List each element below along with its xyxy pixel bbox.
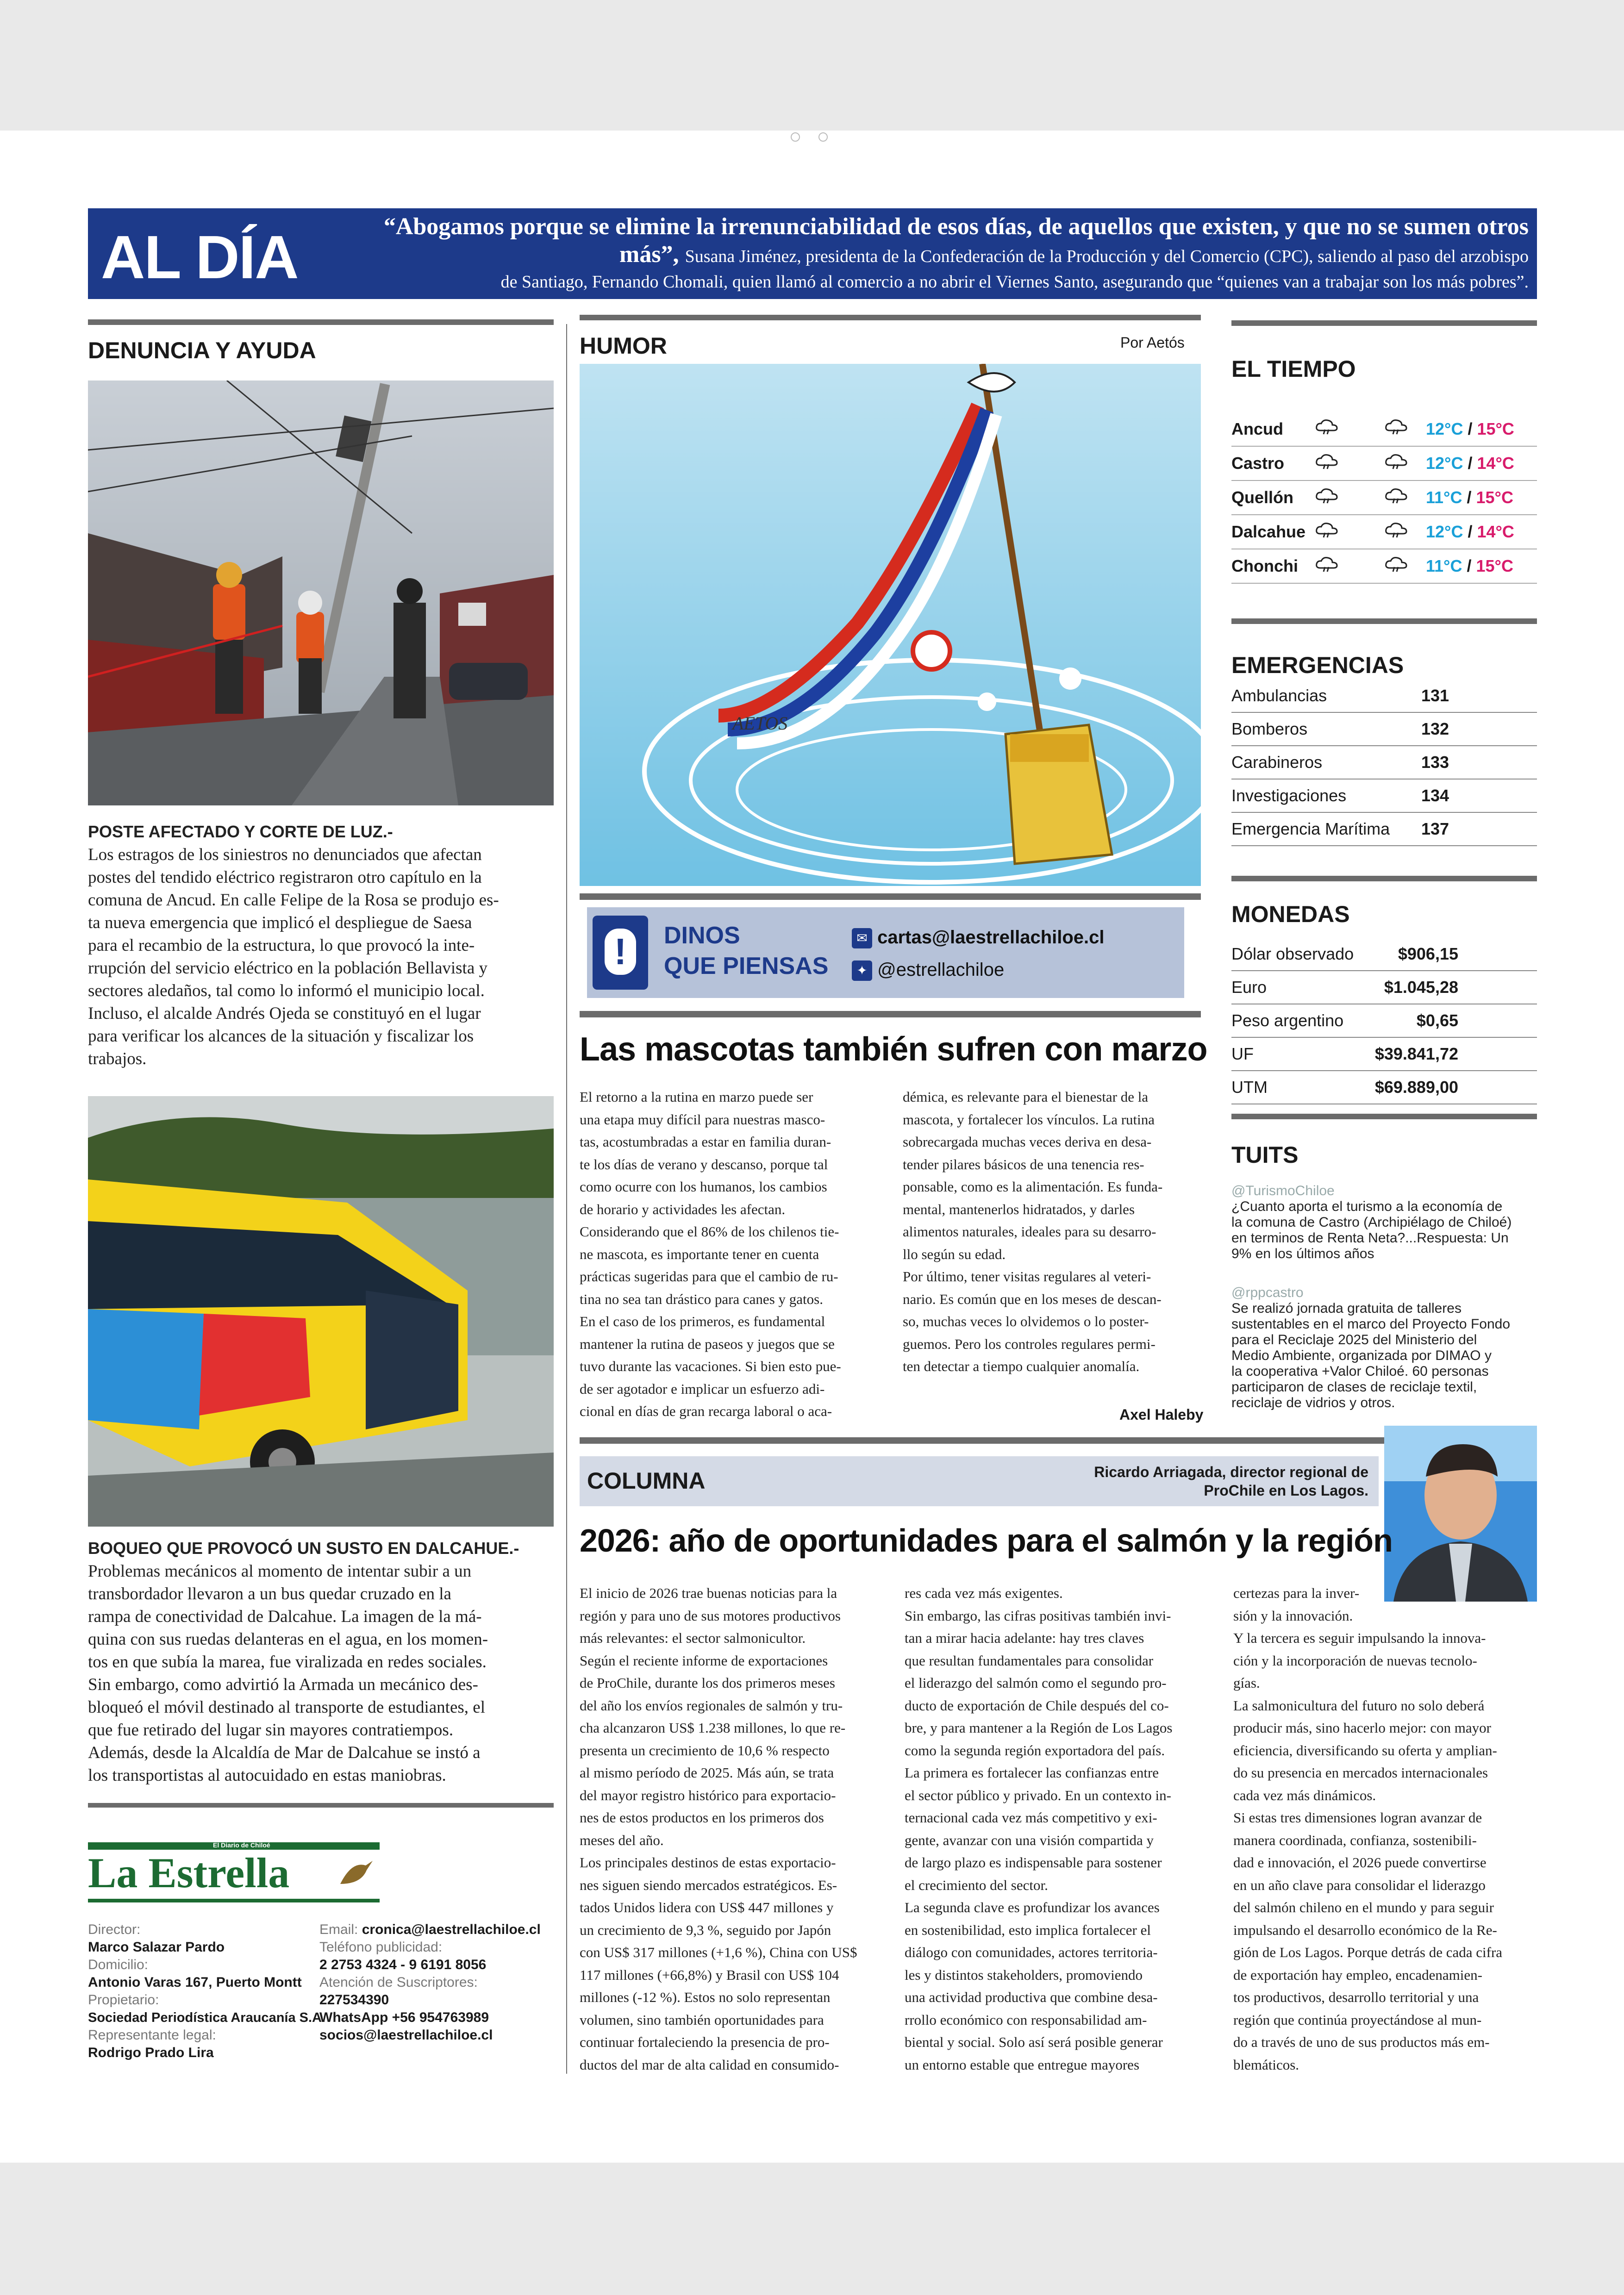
section-title: AL DÍA (101, 223, 298, 291)
article-line: llo según su edad. (903, 1246, 1006, 1262)
column-line: como la segunda región exportadora del país. (905, 1742, 1165, 1759)
emergency-number[interactable]: 137 (1421, 819, 1449, 838)
article-line: tas, acostumbradas a estar en familia duran- (580, 1134, 831, 1150)
tuit-line: la comuna de Castro (Archipiélago de Chiloé) (1231, 1215, 1512, 1230)
weather-row (1231, 446, 1537, 480)
column-line: sión y la innovación. (1233, 1607, 1353, 1624)
story-pole-line: trabajos. (88, 1049, 147, 1068)
story-bus-line: tos en que subía la marea, fue viralizada en redes sociales. (88, 1653, 487, 1671)
tuit-line: en terminos de Renta Neta?...Respuesta: Un (1231, 1230, 1509, 1246)
article-line: ten detectar a tiempo cualquier anomalía. (903, 1358, 1140, 1374)
column-line: diálogo con comunidades, actores territoria- (905, 1944, 1158, 1960)
article-line: sobrecargada muchas veces deriva en desa- (903, 1134, 1152, 1150)
column-title: 2026: año de oportunidades para el salmón y la región (580, 1522, 1393, 1559)
column-line: una actividad productiva que combine desa- (905, 1989, 1158, 2005)
credit-value: Rodrigo Prado Lira (88, 2045, 214, 2060)
temp-max: 15°C (1477, 419, 1514, 438)
column-line: continuar fortaleciendo la presencia de pro- (580, 2034, 830, 2050)
contact-label: Atención de Suscriptores: (319, 1975, 478, 1990)
column-line: ternacional cada vez más competitivo y exi- (905, 1809, 1157, 1826)
story-pole-line: para el recambio de la estructura, lo que provocó la inte- (88, 936, 475, 955)
column-line: del mayor registro histórico para exportacio- (580, 1787, 836, 1803)
column-line: millones (-12 %). Estos no solo representan (580, 1989, 831, 2005)
cartas-email[interactable]: cartas@laestrellachiloe.cl (877, 927, 1105, 948)
temp-min: 11°C (1426, 556, 1462, 575)
article-col-2 (903, 1086, 1204, 1378)
quote-text: “Abogamos porque se elimine la irrenunciabilidad de esos días, de aquellos que existen, y que no se sumen otros más”, (383, 213, 1529, 268)
temp-sep: / (1468, 454, 1473, 473)
emergency-name: Investigaciones (1231, 786, 1347, 805)
column-line: ción y la incorporación de nuevas tecnolo- (1233, 1652, 1477, 1669)
contact-label: Email: (319, 1922, 358, 1937)
photo-bus-image (88, 1096, 554, 1527)
column-line: más relevantes: el sector salmonicultor. (580, 1630, 806, 1646)
dinos-contact (852, 921, 1105, 986)
story-pole (88, 820, 554, 1070)
column-line: eficiencia, diversificando su oferta y amplian- (1233, 1742, 1497, 1759)
temp-max: 14°C (1477, 454, 1514, 473)
column-line: el crecimiento del sector. (905, 1877, 1048, 1893)
email-link[interactable]: cronica@laestrellachiloe.cl (362, 1922, 541, 1937)
tuit-handle[interactable]: @TurismoChiloe (1231, 1183, 1335, 1198)
masthead-credits (88, 1921, 326, 2062)
exclamation-icon: ! (605, 929, 636, 975)
weather-row (1231, 412, 1537, 446)
column-line: La primera es fortalecer las confianzas entre (905, 1765, 1159, 1781)
column-line: res cada vez más exigentes. (905, 1585, 1063, 1601)
story-pole-line: comuna de Ancud. En calle Felipe de la Rosa se produjo es- (88, 891, 499, 910)
story-pole-line: postes del tendido eléctrico registraron otro capítulo en la (88, 868, 482, 887)
article-line: tender pilares básicos de una tenencia res- (903, 1156, 1144, 1172)
dinos-box (587, 907, 1184, 998)
money-name: Euro (1231, 978, 1267, 997)
divider (1231, 876, 1537, 881)
article-line: Por último, tener visitas regulares al veteri- (903, 1268, 1151, 1285)
emergency-row (1231, 680, 1537, 713)
weather-city: Dalcahue (1231, 515, 1315, 549)
column-col-1 (580, 1582, 894, 2076)
contact-value: 2 2753 4324 - 9 6191 8056 (319, 1957, 487, 1972)
cloud-rain-icon (1384, 522, 1408, 538)
money-name: UTM (1231, 1078, 1268, 1097)
tuit-line: la cooperativa +Valor Chiloé. 60 personas (1231, 1364, 1489, 1379)
column-line: que resultan fundamentales para consolidar (905, 1652, 1154, 1669)
emergency-name: Carabineros (1231, 753, 1323, 772)
column-line: tan a mirar hacia adelante: hay tres claves (905, 1630, 1144, 1646)
story-bus (88, 1537, 554, 1787)
credit-label: Domicilio: (88, 1957, 149, 1972)
article-line: démica, es relevante para el bienestar de la (903, 1089, 1149, 1105)
logo-small: El Diario de Chiloé (213, 1841, 270, 1849)
column-line: blemáticos. (1233, 2056, 1299, 2073)
column-line: meses del año. (580, 1832, 664, 1848)
story-pole-line: ta nueva emergencia que implicó el despliegue de Saesa (88, 913, 472, 932)
column-line: gión de Los Lagos. Porque detrás de cada cifra (1233, 1944, 1503, 1960)
emergency-list (1231, 680, 1537, 846)
story-pole-line: Incluso, el alcalde Andrés Ojeda se constituyó en el lugar (88, 1004, 481, 1023)
article-line: cional en días de gran recarga laboral o aca- (580, 1403, 832, 1419)
page-dot[interactable] (791, 132, 800, 142)
column-line: gías. (1233, 1675, 1260, 1691)
article-line: tuvo durante las vacaciones. Si bien esto pue- (580, 1358, 841, 1374)
column-line: La segunda clave es profundizar los avances (905, 1899, 1160, 1915)
article-line: mental, mantenerlos hidratados, y darles (903, 1201, 1135, 1217)
column-line: Si estas tres dimensiones logran avanzar de (1233, 1809, 1482, 1826)
comment-icon (593, 916, 648, 990)
weather-city: Ancud (1231, 412, 1315, 446)
masthead-contact (319, 1921, 556, 2044)
page-dot[interactable] (818, 132, 828, 142)
tuit-handle[interactable]: @rppcastro (1231, 1285, 1304, 1300)
temp-max: 15°C (1476, 488, 1513, 507)
column-line: en un año clave para consolidar el liderazgo (1233, 1877, 1486, 1893)
cartoon-signature: AETOS (732, 713, 788, 734)
column-col-2 (905, 1582, 1219, 2076)
left-kicker: DENUNCIA Y AYUDA (88, 337, 316, 363)
cloud-rain-icon (1315, 487, 1339, 504)
story-bus-line: que fue retirado del lugar sin mayores contratiempos. (88, 1721, 454, 1740)
logo-name: La Estrella (88, 1849, 290, 1896)
logo-rule (88, 1899, 380, 1902)
photo-pole-image (88, 380, 554, 805)
contact-value: 227534390 (319, 1992, 389, 2008)
credit-value: Marco Salazar Pardo (88, 1940, 225, 1955)
story-bus-head: BOQUEO QUE PROVOCÓ UN SUSTO EN DALCAHUE.- (88, 1539, 519, 1558)
story-pole-line: sectores aledaños, tal como lo informó el municipio local. (88, 981, 485, 1000)
weather-row (1231, 480, 1537, 515)
temp-sep: / (1467, 556, 1472, 575)
mail-icon: ✉ (852, 928, 872, 948)
emergency-number[interactable]: 132 (1421, 719, 1449, 738)
divider (88, 1803, 554, 1808)
money-name: UF (1231, 1044, 1254, 1063)
cloud-rain-icon (1315, 418, 1339, 435)
money-row (1231, 971, 1537, 1004)
column-line: región y para uno de sus motores productivos (580, 1607, 841, 1624)
tuit-line: sustentables en el marco del Proyecto Fondo (1231, 1316, 1511, 1332)
article-author: Axel Haleby (1119, 1406, 1204, 1423)
column-line: manera coordinada, confianza, sostenibili- (1233, 1832, 1477, 1848)
quote-attribution: Susana Jiménez, presidenta de la Confederación de la Producción y del Comercio (CPC), saliendo al paso del arzobispo (685, 247, 1529, 266)
humor-author: Por Aetós (1120, 334, 1185, 351)
temp-min: 11°C (1426, 488, 1462, 507)
dinos-line: DINOS (664, 922, 740, 949)
emergency-title: EMERGENCIAS (1231, 652, 1404, 678)
article-line: so, muchas veces lo olvidemos o lo poster- (903, 1313, 1149, 1329)
article-line: te los días de verano y descanso, porque tal (580, 1156, 828, 1172)
story-pole-head: POSTE AFECTADO Y CORTE DE LUZ.- (88, 822, 393, 841)
article-line: El retorno a la rutina en marzo puede ser (580, 1089, 813, 1105)
page-dots (781, 132, 846, 142)
money-name: Peso argentino (1231, 1011, 1344, 1030)
column-line: Sin embargo, las cifras positivas también invi- (905, 1607, 1171, 1624)
story-bus-line: Sin embargo, como advirtió la Armada un mecánico des- (88, 1675, 478, 1694)
column-line: un entorno estable que entregue mayores (905, 2056, 1140, 2073)
cloud-rain-icon (1315, 522, 1339, 538)
column-author (1094, 1463, 1368, 1500)
column-line: de exportación hay empleo, encadenamien- (1233, 1966, 1482, 1983)
column-line: dad e innovación, el 2026 puede convertirse (1233, 1854, 1487, 1871)
credit-label: Representante legal: (88, 2027, 216, 2043)
socios-link[interactable]: socios@laestrellachiloe.cl (319, 2027, 493, 2043)
column-line: ductos del mar de alta calidad en consumido- (580, 2056, 839, 2073)
divider (580, 1011, 1201, 1017)
tuit-line: reciclaje de vidrios y otros. (1231, 1395, 1395, 1410)
column-line: tados Unidos lidera con US$ 447 millones y (580, 1899, 834, 1915)
article-col-1 (580, 1086, 881, 1423)
story-bus-line: bloqueó el móvil destinado al transporte de estudiantes, el (88, 1698, 485, 1717)
column-line: de largo plazo es indispensable para sostener (905, 1854, 1162, 1871)
temp-max: 15°C (1476, 556, 1513, 575)
tuit-line: Medio Ambiente, organizada por DIMAO y (1231, 1348, 1492, 1363)
column-line: de ProChile, durante los dos primeros meses (580, 1675, 835, 1691)
tuit-line: para el Reciclaje 2025 del Ministerio del (1231, 1332, 1477, 1347)
story-pole-line: para verificar los alcances de la situación y fiscalizar los (88, 1027, 474, 1046)
money-value: $69.889,00 (1374, 1078, 1458, 1097)
tuit (1231, 1183, 1537, 1262)
credit-label: Director: (88, 1922, 141, 1937)
weather-row (1231, 515, 1537, 549)
column-line: nes siguen siendo mercados estratégicos. Es- (580, 1877, 837, 1893)
article-line: alimentos naturales, ideales para su desarro- (903, 1223, 1156, 1240)
column-line: ducto de exportación de Chile después del co- (905, 1697, 1169, 1714)
header-band (88, 208, 1537, 299)
emergency-number[interactable]: 134 (1421, 786, 1449, 805)
weather-row (1231, 549, 1537, 583)
money-list (1231, 938, 1537, 1104)
contact-value: WhatsApp +56 954763989 (319, 2010, 489, 2025)
cartoon-image (580, 364, 1201, 886)
money-name: Dólar observado (1231, 944, 1354, 963)
column-line: bre, y para mantener a la Región de Los Lagos (905, 1720, 1173, 1736)
article-line: como ocurre con los humanos, los cambios (580, 1179, 827, 1195)
credit-value: Sociedad Periodística Araucanía S.A. (88, 2010, 326, 2025)
column-line: rrollo económico con responsabilidad am- (905, 2011, 1147, 2028)
column-line: del salmón chileno en el mundo y para seguir (1233, 1899, 1494, 1915)
column-line: el sector público y privado. En un contexto in- (905, 1787, 1171, 1803)
divider (1231, 1114, 1537, 1119)
weather-city: Quellón (1231, 480, 1315, 515)
weather-title: EL TIEMPO (1231, 356, 1356, 382)
contact-label: Teléfono publicidad: (319, 1940, 443, 1955)
story-bus-line: quina con sus ruedas delanteras en el agua, en los momen- (88, 1630, 488, 1649)
divider (88, 319, 554, 325)
dinos-line: QUE PIENSAS (664, 953, 829, 979)
tuits-title: TUITS (1231, 1142, 1299, 1168)
money-row (1231, 1004, 1537, 1038)
column-line: cha alcanzaron US$ 1.238 millones, lo que re- (580, 1720, 846, 1736)
column-header (580, 1456, 1379, 1506)
divider (580, 893, 1201, 900)
article-line: de ser agotador e implicar un esfuerzo adi- (580, 1380, 825, 1397)
tuit-line: ¿Cuanto aporta el turismo a la economía de (1231, 1199, 1503, 1214)
emergency-number[interactable]: 133 (1421, 753, 1449, 772)
emergency-row (1231, 813, 1537, 846)
weather-city: Castro (1231, 446, 1315, 480)
money-row (1231, 938, 1537, 971)
column-line: el liderazgo del salmón como el segundo pro- (905, 1675, 1167, 1691)
article-line: ponsable, como es la alimentación. Es funda- (903, 1179, 1163, 1195)
column-kicker: COLUMNA (587, 1468, 706, 1494)
column-line: al mismo período de 2025. Más aún, se trata (580, 1765, 834, 1781)
column-line: Y la tercera es seguir impulsando la innova- (1233, 1630, 1486, 1646)
article-line: mascota, y fortalecer los vínculos. La rutina (903, 1111, 1155, 1128)
cloud-rain-icon (1384, 418, 1408, 435)
article-line: ne mascota, es importante tener en cuenta (580, 1246, 819, 1262)
cloud-rain-icon (1384, 453, 1408, 470)
divider (1231, 320, 1537, 326)
column-line: Según el reciente informe de exportaciones (580, 1652, 828, 1669)
temp-min: 12°C (1426, 419, 1463, 438)
column-line: cada vez más dinámicos. (1233, 1787, 1376, 1803)
emergency-row (1231, 780, 1537, 813)
column-line: volumen, sino también oportunidades para (580, 2011, 824, 2028)
temp-min: 12°C (1426, 454, 1463, 473)
masthead-logo (88, 1842, 380, 1902)
cloud-rain-icon (1384, 556, 1408, 573)
tuit-line: Se realizó jornada gratuita de talleres (1231, 1301, 1462, 1316)
photo-bus (88, 1096, 554, 1527)
story-bus-line: transbordador llevaron a un bus quedar cruzado en la (88, 1584, 451, 1603)
column-line: La salmonicultura del futuro no solo deberá (1233, 1697, 1485, 1714)
money-value: $906,15 (1398, 944, 1458, 963)
column-author-line: Ricardo Arriagada, director regional de (1094, 1464, 1368, 1480)
credit-value: Antonio Varas 167, Puerto Montt (88, 1975, 302, 1990)
author-photo (1384, 1426, 1537, 1602)
quote-attribution-2: de Santiago, Fernando Chomali, quien llamó al comercio a no abrir el Viernes Santo, asegurando que “quienes van a trabajar son los más pobres”. (500, 272, 1529, 292)
emergency-name: Bomberos (1231, 719, 1308, 738)
column-line: les y distintos stakeholders, promoviendo (905, 1966, 1143, 1983)
emergency-name: Ambulancias (1231, 686, 1327, 705)
story-bus-line: Problemas mecánicos al momento de intentar subir a un (88, 1562, 472, 1581)
story-pole-line: rrupción del servicio eléctrico en la población Bellavista y (88, 959, 488, 978)
story-bus-line: rampa de conectividad de Dalcahue. La imagen de la má- (88, 1607, 482, 1626)
dinos-title (664, 920, 828, 981)
article-line: prácticas sugeridas para que el cambio de ru- (580, 1268, 838, 1285)
column-line: do su presencia en mercados internacionales (1233, 1765, 1488, 1781)
article-title: Las mascotas también sufren con marzo (580, 1031, 1207, 1068)
temp-max: 14°C (1477, 522, 1514, 541)
article-line: una etapa muy difícil para nuestras masco- (580, 1111, 825, 1128)
emergency-number[interactable]: 131 (1421, 686, 1449, 705)
story-bus-line: los transportistas al autocuidado en estas maniobras. (88, 1766, 446, 1785)
article-line: nario. Es común que en los meses de descan- (903, 1291, 1162, 1307)
column-line: un crecimiento de 9,3 %, seguido por Japón (580, 1921, 831, 1938)
column-line: gente, avanzar con una visión compartida y (905, 1832, 1154, 1848)
article-line: guemos. Pero los controles regulares permi- (903, 1335, 1156, 1352)
cloud-rain-icon (1384, 487, 1408, 504)
twitter-icon: ✦ (852, 960, 872, 981)
temp-sep: / (1468, 419, 1473, 438)
money-value: $1.045,28 (1384, 978, 1458, 997)
column-line: tos productivos, desarrollo territorial y una (1233, 1989, 1479, 2005)
cartoon (580, 364, 1201, 886)
emergency-row (1231, 746, 1537, 780)
column-author-line: ProChile en Los Lagos. (1204, 1482, 1368, 1499)
column-col-3 (1233, 1582, 1548, 2076)
story-pole-line: Los estragos de los siniestros no denunciados que afectan (88, 845, 482, 864)
story-bus-line: Además, desde la Alcaldía de Mar de Dalcahue se instó a (88, 1743, 481, 1762)
column-line: certezas para la inver- (1233, 1585, 1360, 1601)
tuit (1231, 1285, 1537, 1411)
column-line: do a través de uno de sus productos más em- (1233, 2034, 1490, 2050)
column-line: impulsando el desarrollo económico de la Re- (1233, 1921, 1497, 1938)
cloud-rain-icon (1315, 556, 1339, 573)
column-line: del año los envíos regionales de salmón y tru- (580, 1697, 843, 1714)
emergency-row (1231, 713, 1537, 746)
money-title: MONEDAS (1231, 901, 1350, 927)
weather-table (1231, 412, 1537, 584)
twitter-handle[interactable]: @estrellachiloe (877, 960, 1005, 980)
photo-pole (88, 380, 554, 805)
cloud-rain-icon (1315, 453, 1339, 470)
column-line: presenta un crecimiento de 10,6 % respecto (580, 1742, 830, 1759)
temp-sep: / (1468, 522, 1473, 541)
money-value: $0,65 (1416, 1011, 1458, 1030)
article-line: mantener la rutina de paseos y juegos que se (580, 1335, 835, 1352)
money-row (1231, 1071, 1537, 1104)
tuit-line: 9% en los últimos años (1231, 1246, 1374, 1261)
weather-city: Chonchi (1231, 549, 1315, 583)
column-line: Los principales destinos de estas exportacio- (580, 1854, 836, 1871)
article-line: Considerando que el 86% de los chilenos tie- (580, 1223, 839, 1240)
money-row (1231, 1038, 1537, 1071)
header-quote (347, 213, 1529, 293)
author-portrait (1384, 1426, 1537, 1602)
column-line: biental y social. Solo así será posible generar (905, 2034, 1163, 2050)
article-line: de horario y actividades les afectan. (580, 1201, 786, 1217)
money-value: $39.841,72 (1374, 1044, 1458, 1063)
humor-kicker: HUMOR (580, 333, 667, 359)
divider (580, 315, 1201, 320)
temp-min: 12°C (1426, 522, 1463, 541)
divider (1231, 618, 1537, 624)
emergency-name: Emergencia Marítima (1231, 819, 1390, 838)
column-line: 117 millones (+66,8%) y Brasil con US$ 104 (580, 1966, 839, 1983)
tuit-line: participaron de clases de reciclaje textil, (1231, 1379, 1477, 1395)
temp-sep: / (1467, 488, 1472, 507)
column-line: con US$ 317 millones (+1,6 %), China con US$ (580, 1944, 857, 1960)
credit-label: Propietario: (88, 1992, 159, 2008)
bird-icon (338, 1856, 375, 1893)
column-line: en sostenibilidad, esto implica fortalecer el (905, 1921, 1151, 1938)
column-line: El inicio de 2026 trae buenas noticias para la (580, 1585, 837, 1601)
column-line: nes de estos productos en los primeros dos (580, 1809, 824, 1826)
column-separator (566, 324, 567, 2074)
article-line: En el caso de los primeros, es fundamental (580, 1313, 825, 1329)
article-line: tina no sea tan drástico para canes y gatos. (580, 1291, 823, 1307)
column-line: región que continúa proyectándose al mun- (1233, 2011, 1482, 2028)
column-line: producir más, sino hacerlo mejor: con mayor (1233, 1720, 1491, 1736)
